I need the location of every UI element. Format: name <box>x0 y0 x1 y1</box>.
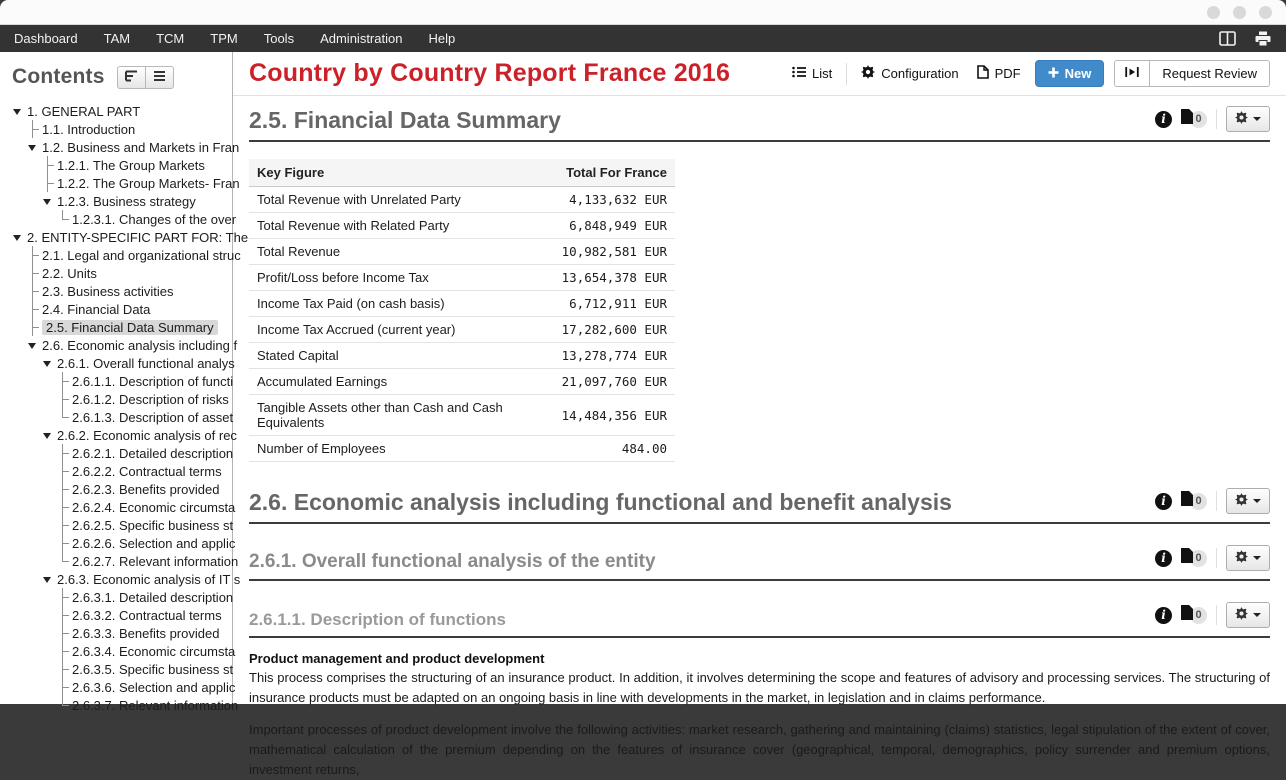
info-icon[interactable]: i <box>1155 550 1172 567</box>
section-settings-button[interactable] <box>1226 545 1270 571</box>
print-icon[interactable] <box>1254 31 1272 47</box>
browser-chrome <box>0 0 1286 25</box>
contents-tree <box>0 98 249 714</box>
table-row <box>249 369 675 395</box>
contents-sidebar <box>0 52 249 713</box>
chevron-down-icon <box>1253 117 1261 121</box>
window-control-dot[interactable] <box>1259 6 1272 19</box>
tree-toolbar <box>117 66 174 89</box>
value-cell: 17,282,600 EUR <box>554 317 675 343</box>
caret-down-icon[interactable] <box>27 336 39 354</box>
section-economic-analysis <box>249 488 1270 524</box>
separator <box>1216 605 1217 625</box>
tree-item[interactable] <box>0 102 232 120</box>
tree-item[interactable] <box>0 570 241 588</box>
tree-item-label: 2.6.1.3. Description of asset <box>72 409 234 425</box>
key-figure-cell: Tangible Assets other than Cash and Cash Equivalents <box>249 395 554 436</box>
file-icon <box>1181 548 1190 568</box>
tree-connector <box>42 174 54 192</box>
configuration-button[interactable] <box>857 61 962 86</box>
main-navbar <box>0 25 1286 52</box>
separator <box>1216 109 1217 129</box>
list-icon <box>792 66 806 81</box>
tree-connector <box>27 282 39 300</box>
tree-connector <box>57 696 69 714</box>
tree-item-label: 1.2.2. The Group Markets- Fran <box>57 175 240 191</box>
gear-icon <box>1235 550 1248 566</box>
tree-connector <box>57 444 69 462</box>
value-cell: 6,712,911 EUR <box>554 291 675 317</box>
file-icon <box>1181 109 1190 129</box>
tree-item-label: 1.2.1. The Group Markets <box>57 157 205 173</box>
nav-item-administration[interactable]: Administration <box>320 31 403 46</box>
body-paragraph: Important processes of product development involve the following activities: market research, gathering and maintaining (claims) statistics, legal stipulation of the extent of cover, mathematical calculation of the premium depending on the features of insurance cover (geographical, temporal, demographics, policy surrender and premium options, investment returns, <box>249 722 1270 777</box>
section-financial-data-summary <box>249 106 1270 142</box>
tree-item-label: 2.6.2.6. Selection and applic <box>72 535 236 551</box>
key-figure-cell: Number of Employees <box>249 436 554 462</box>
nav-item-help[interactable]: Help <box>428 31 456 46</box>
file-icon <box>1181 491 1190 511</box>
section-title: 2.6.1. Overall functional analysis of the entity <box>249 551 656 572</box>
report-actions <box>788 60 1270 87</box>
financial-summary-table <box>249 159 675 462</box>
tree-item-label: 2.5. Financial Data Summary <box>42 320 218 335</box>
tree-connector <box>27 318 39 336</box>
tree-item-label: 2.6.2.7. Relevant information <box>72 553 239 569</box>
tree-item-label: 1. GENERAL PART <box>27 103 141 119</box>
nav-item-tcm[interactable]: TCM <box>156 31 185 46</box>
key-figure-cell: Income Tax Accrued (current year) <box>249 317 554 343</box>
table-row <box>249 187 675 213</box>
info-icon[interactable]: i <box>1155 111 1172 128</box>
column-key-figure: Key Figure <box>249 159 554 187</box>
tree-item[interactable] <box>0 660 232 678</box>
tree-item-label: 2.6.3.5. Specific business st <box>72 661 234 677</box>
comment-count-badge: 0 <box>1190 111 1207 128</box>
section-title: 2.6.1.1. Description of functions <box>249 610 506 629</box>
tree-item[interactable] <box>0 534 236 552</box>
caret-down-icon[interactable] <box>42 426 54 444</box>
tree-item[interactable] <box>0 336 238 354</box>
tree-connector <box>57 678 69 696</box>
separator <box>1216 548 1217 568</box>
nav-item-tpm[interactable]: TPM <box>210 31 238 46</box>
table-row <box>249 436 675 462</box>
body-subtitle: Product management and product development <box>249 651 545 666</box>
key-figure-cell: Accumulated Earnings <box>249 369 554 395</box>
value-cell: 13,278,774 EUR <box>554 343 675 369</box>
comment-count-badge: 0 <box>1190 607 1207 624</box>
table-row <box>249 239 675 265</box>
tree-item-label: 2.6.2. Economic analysis of rec <box>57 427 237 443</box>
tree-item-label: 2.6. Economic analysis including f <box>42 337 238 353</box>
value-cell: 13,654,378 EUR <box>554 265 675 291</box>
column-total-for-france: Total For France <box>554 159 675 187</box>
comment-count-badge: 0 <box>1190 550 1207 567</box>
key-figure-cell: Total Revenue with Unrelated Party <box>249 187 554 213</box>
tree-connector <box>57 480 69 498</box>
tree-item-label: 2.6.1.1. Description of functi <box>72 373 234 389</box>
gear-icon <box>1235 607 1248 623</box>
tree-connector <box>57 390 69 408</box>
section-settings-button[interactable] <box>1226 602 1270 628</box>
tree-connector <box>57 624 69 642</box>
tree-connector <box>57 660 69 678</box>
gear-icon <box>1235 493 1248 509</box>
table-row <box>249 265 675 291</box>
tree-item-label: 1.2.3.1. Changes of the over <box>72 211 237 227</box>
tree-connector <box>57 462 69 480</box>
section-title: 2.5. Financial Data Summary <box>249 107 561 133</box>
tree-item[interactable] <box>0 210 237 228</box>
caret-down-icon[interactable] <box>42 192 54 210</box>
chevron-down-icon <box>1253 499 1261 503</box>
navbar-icons <box>1219 31 1272 47</box>
tree-item-label: 2.6.2.5. Specific business st <box>72 517 234 533</box>
tree-item-label: 2.6.2.3. Benefits provided <box>72 481 220 497</box>
nav-item-tam[interactable]: TAM <box>103 31 131 46</box>
tree-item-label: 2.3. Business activities <box>42 283 174 299</box>
tree-item-label: 2.6.2.4. Economic circumsta <box>72 499 236 515</box>
window-control-dot[interactable] <box>1233 6 1246 19</box>
tree-connector <box>57 588 69 606</box>
request-review-group <box>1114 60 1270 87</box>
tree-item[interactable] <box>0 354 235 372</box>
list-button-label: List <box>812 66 833 81</box>
value-cell: 4,133,632 EUR <box>554 187 675 213</box>
plus-icon <box>1048 66 1059 81</box>
caret-down-icon[interactable] <box>12 228 24 246</box>
section-description-of-functions <box>249 602 1270 638</box>
tree-connector <box>57 516 69 534</box>
tree-connector <box>57 408 69 426</box>
tree-item[interactable] <box>0 282 232 300</box>
key-figure-cell: Total Revenue with Related Party <box>249 213 554 239</box>
tree-item[interactable] <box>0 678 236 696</box>
tree-hierarchy-icon <box>125 70 138 85</box>
key-figure-cell: Income Tax Paid (on cash basis) <box>249 291 554 317</box>
tree-item[interactable] <box>0 300 232 318</box>
chevron-down-icon <box>1253 556 1261 560</box>
tree-item-label: 2.6.3.3. Benefits provided <box>72 625 220 641</box>
tree-item[interactable] <box>0 228 249 246</box>
table-row <box>249 395 675 436</box>
tree-item-label: 2.6.1.2. Description of risks <box>72 391 229 407</box>
separator <box>1216 491 1217 511</box>
report-content <box>233 96 1286 780</box>
tree-item-label: 2.6.3.1. Detailed description <box>72 589 234 605</box>
tree-item[interactable] <box>0 426 237 444</box>
value-cell: 484.00 <box>554 436 675 462</box>
comments-indicator[interactable] <box>1181 605 1207 625</box>
caret-down-icon[interactable] <box>42 354 54 372</box>
tree-item-label: 2.6.2.2. Contractual terms <box>72 463 222 479</box>
window-control-dot[interactable] <box>1207 6 1220 19</box>
info-icon[interactable]: i <box>1155 607 1172 624</box>
request-review-button[interactable]: Request Review <box>1150 60 1270 87</box>
workflow-step-button[interactable] <box>1114 60 1150 87</box>
new-button[interactable] <box>1035 60 1105 87</box>
tree-connector <box>57 498 69 516</box>
main-panel <box>233 52 1286 777</box>
configuration-button-label: Configuration <box>881 66 959 81</box>
comments-indicator[interactable] <box>1181 491 1207 511</box>
nav-item-tools[interactable]: Tools <box>263 31 295 46</box>
pdf-file-icon <box>977 65 989 82</box>
value-cell: 21,097,760 EUR <box>554 369 675 395</box>
key-figure-cell: Stated Capital <box>249 343 554 369</box>
tree-item-label: 2.6.1. Overall functional analys <box>57 355 235 371</box>
tree-connector <box>57 606 69 624</box>
report-header <box>233 52 1286 96</box>
tree-item[interactable] <box>0 606 232 624</box>
tree-item[interactable] <box>0 498 236 516</box>
tree-item-label: 2. ENTITY-SPECIFIC PART FOR: The <box>27 229 249 245</box>
tree-item[interactable] <box>0 642 236 660</box>
tree-item-label: 2.6.3.7. Relevant information <box>72 697 239 713</box>
tree-item[interactable] <box>0 552 239 570</box>
table-row <box>249 291 675 317</box>
section-settings-button[interactable] <box>1226 488 1270 514</box>
table-row <box>249 317 675 343</box>
tree-item-label: 2.1. Legal and organizational struc <box>42 247 241 263</box>
tree-connector <box>57 552 69 570</box>
tree-item[interactable] <box>0 192 232 210</box>
comments-indicator[interactable] <box>1181 109 1207 129</box>
list-button[interactable] <box>788 62 836 85</box>
tree-connector <box>42 156 54 174</box>
tree-connector <box>27 264 39 282</box>
pdf-button-label: PDF <box>994 66 1021 81</box>
tree-item[interactable] <box>0 462 232 480</box>
tree-item[interactable] <box>0 588 232 606</box>
key-figure-cell: Profit/Loss before Income Tax <box>249 265 554 291</box>
tree-connector <box>27 120 39 138</box>
pdf-button[interactable] <box>973 61 1025 86</box>
tree-item[interactable] <box>0 318 232 336</box>
chevron-down-icon <box>1253 613 1261 617</box>
tree-connector <box>57 642 69 660</box>
tree-item-label: 2.6.3.4. Economic circumsta <box>72 643 236 659</box>
nav-menu <box>14 25 468 52</box>
tree-item[interactable] <box>0 624 232 642</box>
caret-down-icon[interactable] <box>42 570 54 588</box>
tree-item[interactable] <box>0 372 232 390</box>
caret-down-icon[interactable] <box>27 138 39 156</box>
tree-item[interactable] <box>0 120 232 138</box>
tree-item[interactable] <box>0 264 232 282</box>
section-title: 2.6. Economic analysis including functional and benefit analysis <box>249 489 952 515</box>
tree-item-label: 1.2.3. Business strategy <box>57 193 196 209</box>
comment-count-badge: 0 <box>1190 493 1207 510</box>
tree-item-label: 2.6.3.2. Contractual terms <box>72 607 222 623</box>
tree-connector <box>57 534 69 552</box>
tree-item-label: 2.6.3. Economic analysis of IT s <box>57 571 241 587</box>
play-between-bars-icon <box>1125 66 1139 81</box>
key-figure-cell: Total Revenue <box>249 239 554 265</box>
tree-item[interactable] <box>0 444 232 462</box>
info-icon[interactable]: i <box>1155 493 1172 510</box>
value-cell: 6,848,949 EUR <box>554 213 675 239</box>
page-title: Country by Country Report France 2016 <box>249 59 731 87</box>
comments-indicator[interactable] <box>1181 548 1207 568</box>
tree-item[interactable] <box>0 246 241 264</box>
tree-item[interactable] <box>0 390 232 408</box>
body-paragraph: This process comprises the structuring of an insurance product. In addition, it involves determining the scope and features of advisory and processing services. The structuring of insurance products must be adapted on an ongoing basis in line with developments in the market, in legislation and in claims performance. <box>249 670 1270 705</box>
tree-connector <box>57 372 69 390</box>
table-header-row <box>249 159 675 187</box>
tree-item[interactable] <box>0 480 232 498</box>
tree-item-label: 1.2. Business and Markets in Fran <box>42 139 240 155</box>
gear-icon <box>861 65 875 82</box>
gear-icon <box>1235 111 1248 127</box>
tree-item-label: 2.6.3.6. Selection and applic <box>72 679 236 695</box>
split-view-icon[interactable] <box>1219 31 1236 46</box>
tree-item[interactable] <box>0 156 232 174</box>
tree-item-label: 2.2. Units <box>42 265 97 281</box>
list-view-button[interactable] <box>146 66 174 89</box>
caret-down-icon[interactable] <box>12 102 24 120</box>
hamburger-icon <box>153 70 166 85</box>
tree-item[interactable] <box>0 138 240 156</box>
section-overall-functional-analysis <box>249 545 1270 581</box>
table-row <box>249 343 675 369</box>
new-button-label: New <box>1064 66 1092 81</box>
table-row <box>249 213 675 239</box>
collapse-tree-button[interactable] <box>117 66 146 89</box>
tree-item[interactable] <box>0 408 232 426</box>
tree-item[interactable] <box>0 696 239 714</box>
contents-title: Contents <box>12 65 105 88</box>
section-body-text <box>249 651 1270 780</box>
tree-item[interactable] <box>0 516 232 534</box>
tree-item-label: 2.6.2.1. Detailed description <box>72 445 234 461</box>
tree-item-label: 1.1. Introduction <box>42 121 136 137</box>
toolbar-separator <box>846 63 847 85</box>
tree-connector <box>57 210 69 228</box>
tree-item[interactable] <box>0 174 240 192</box>
nav-item-dashboard[interactable]: Dashboard <box>14 31 78 46</box>
value-cell: 14,484,356 EUR <box>554 395 675 436</box>
tree-connector <box>27 300 39 318</box>
tree-item-label: 2.4. Financial Data <box>42 301 151 317</box>
tree-connector <box>27 246 39 264</box>
value-cell: 10,982,581 EUR <box>554 239 675 265</box>
section-settings-button[interactable] <box>1226 106 1270 132</box>
file-icon <box>1181 605 1190 625</box>
